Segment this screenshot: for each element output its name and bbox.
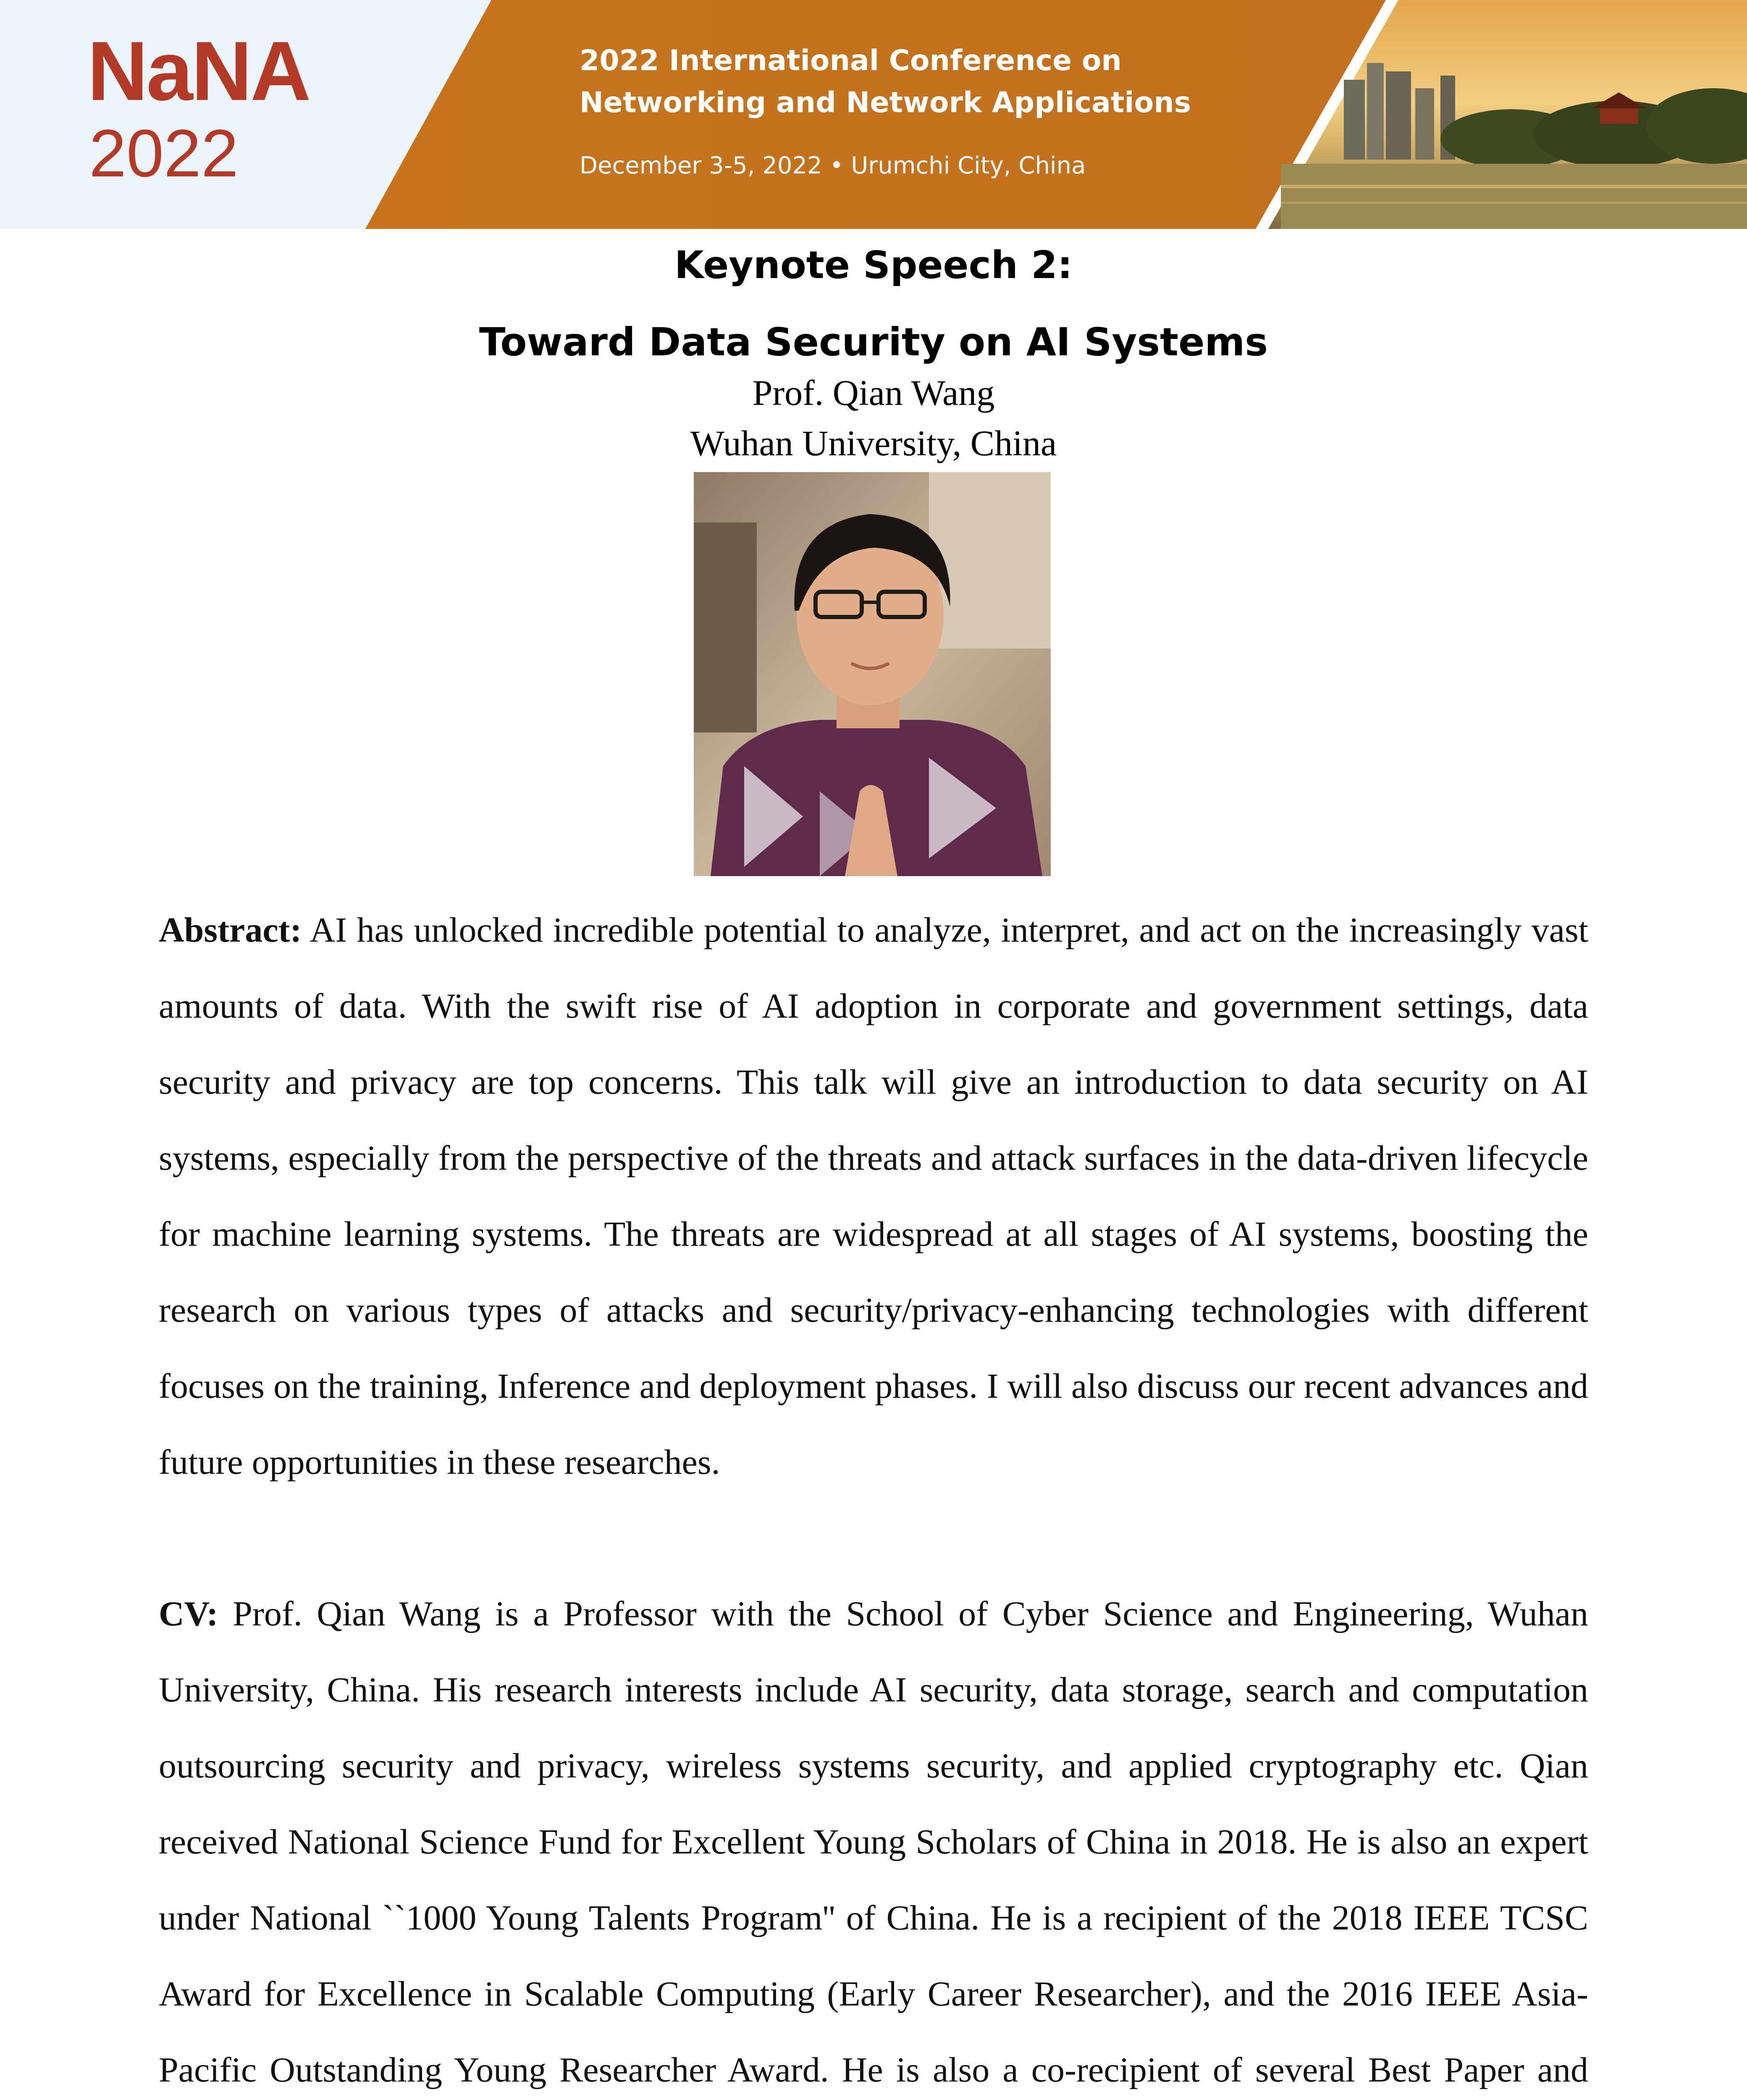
- conference-title-line-2: Networking and Network Applications: [580, 86, 1191, 119]
- abstract-paragraph: [159, 892, 1588, 1500]
- header-banner: [0, 0, 1747, 229]
- cv-text: Prof. Qian Wang is a Professor with the School of Cyber Science and Engineering, Wuhan University, China. His research interests include AI security, data storage, search and computation outsourcing security and privacy, wireless systems security, and applied cryptography etc. Qian received National Science Fund for Excellent Young Scholars of China in 2018. He is also an expert under National ``1000 Young Talents Program'' of China. He is a recipient of the 2018 IEEE TCSC Award for Excellence in Scalable Computing (Early Career Researcher), and the 2016 IEEE Asia-Pacific Outstanding Young Researcher Award. He is also a co-recipient of several Best Paper and: [159, 1594, 1588, 2090]
- abstract-text: AI has unlocked incredible potential to analyze, interpret, and act on the increasingly vast amounts of data. With the swift rise of AI adoption in corporate and government settings, data security and privacy are top concerns. This talk will give an introduction to data security on AI systems, especially from the perspective of the threats and attack surfaces in the data-driven lifecycle for machine learning systems. The threats are widespread at all stages of AI systems, boosting the research on various types of attacks and security/privacy-enhancing technologies with different focuses on the training, Inference and deployment phases. I will also discuss our recent advances and future opportunities in these researches.: [159, 911, 1588, 1482]
- abstract-label: Abstract:: [159, 911, 302, 950]
- cv-paragraph: [159, 1576, 1588, 2100]
- cv-label: CV:: [159, 1594, 218, 1633]
- logo-year: 2022: [89, 116, 239, 191]
- keynote-label: Keynote Speech 2:: [674, 243, 1073, 287]
- conference-title: [580, 40, 1293, 124]
- talk-title: Toward Data Security on AI Systems: [479, 320, 1268, 365]
- conference-title-line-1: 2022 International Conference on: [580, 44, 1122, 77]
- logo-name: NaNA: [87, 24, 310, 118]
- speaker-affiliation: Wuhan University, China: [690, 423, 1057, 463]
- speaker-photo: [694, 472, 1051, 876]
- conference-date-location: December 3-5, 2022 • Urumchi City, China: [580, 152, 1086, 179]
- speaker-name: Prof. Qian Wang: [752, 373, 995, 413]
